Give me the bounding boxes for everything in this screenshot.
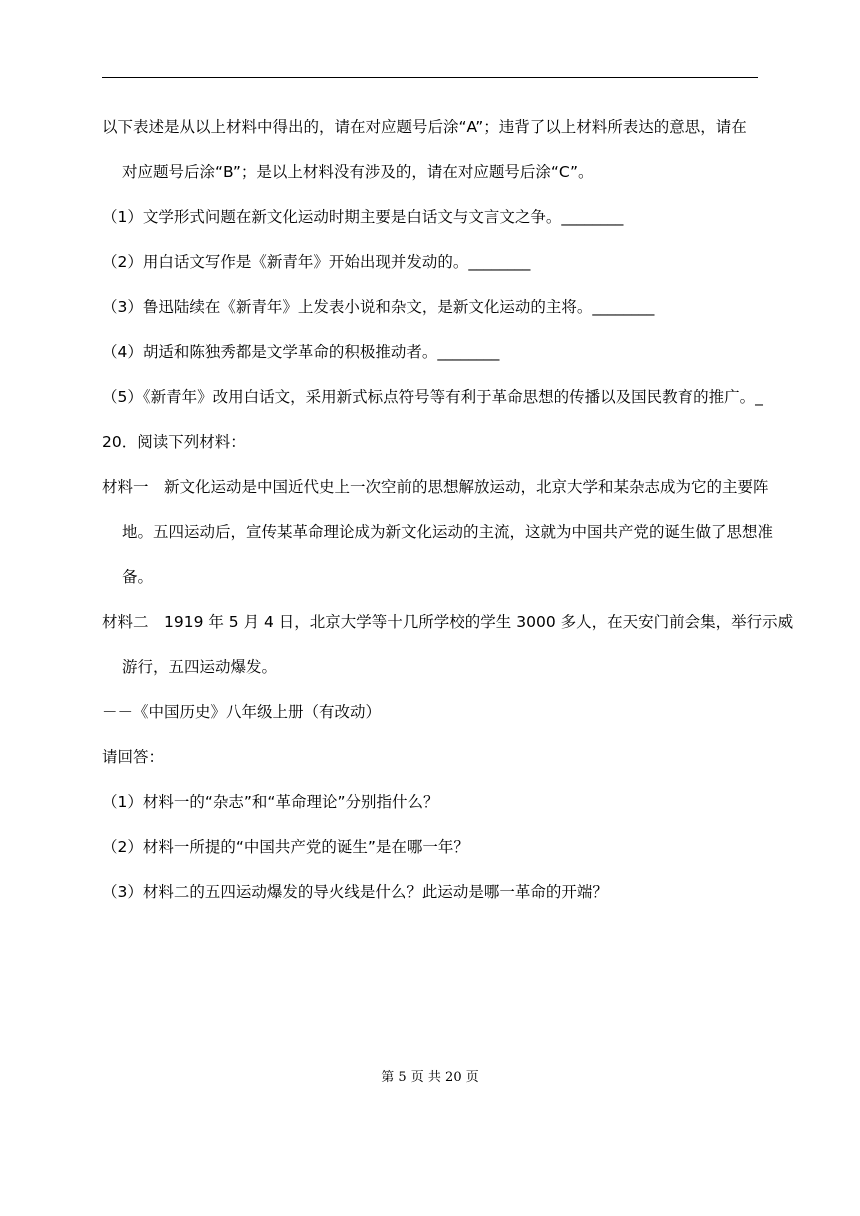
material-1-line-3: 备。 [122,568,154,586]
sub-question-1: （1）材料一的“杂志”和“革命理论”分别指什么？ [102,793,439,811]
statement-5: （5）《新青年》改用白话文，采用新式标点符号等有利于革命思想的传播以及国民教育的推广。_ [102,388,763,406]
page-footer: 第 5 页 共 20 页 [381,1070,479,1085]
material-1-line-1: 材料一 新文化运动是中国近代史上一次空前的思想解放运动，北京大学和某杂志成为它的主要阵 [102,478,769,496]
statement-1: （1）文学形式问题在新文化运动时期主要是白话文与文言文之争。________ [102,208,624,226]
material-2-line-1: 材料二 1919 年 5 月 4 日，北京大学等十几所学校的学生 3000 多人，在天安门前会集，举行示威 [102,613,794,631]
statement-4: （4）胡适和陈独秀都是文学革命的积极推动者。________ [102,343,500,361]
header-rule [102,77,758,78]
statement-2: （2）用白话文写作是《新青年》开始出现并发动的。________ [102,253,531,271]
source-citation: －－《中国历史》八年级上册（有改动） [102,703,382,721]
question-20-heading: 20．阅读下列材料： [102,433,246,451]
sub-question-3: （3）材料二的五四运动爆发的导火线是什么？此运动是哪一革命的开端？ [102,883,608,901]
statement-3: （3）鲁迅陆续在《新青年》上发表小说和杂文，是新文化运动的主将。________ [102,298,655,316]
answer-prompt: 请回答： [102,748,165,766]
instruction-line-2: 对应题号后涂“B”；是以上材料没有涉及的，请在对应题号后涂“C”。 [122,163,594,181]
instruction-line-1: 以下表述是从以上材料中得出的，请在对应题号后涂“A”；违背了以上材料所表达的意思，请在 [102,118,747,136]
sub-question-2: （2）材料一所提的“中国共产党的诞生”是在哪一年？ [102,838,469,856]
material-1-line-2: 地。五四运动后，宣传某革命理论成为新文化运动的主流，这就为中国共产党的诞生做了思想准 [122,523,774,541]
material-2-line-2: 游行，五四运动爆发。 [122,658,278,676]
